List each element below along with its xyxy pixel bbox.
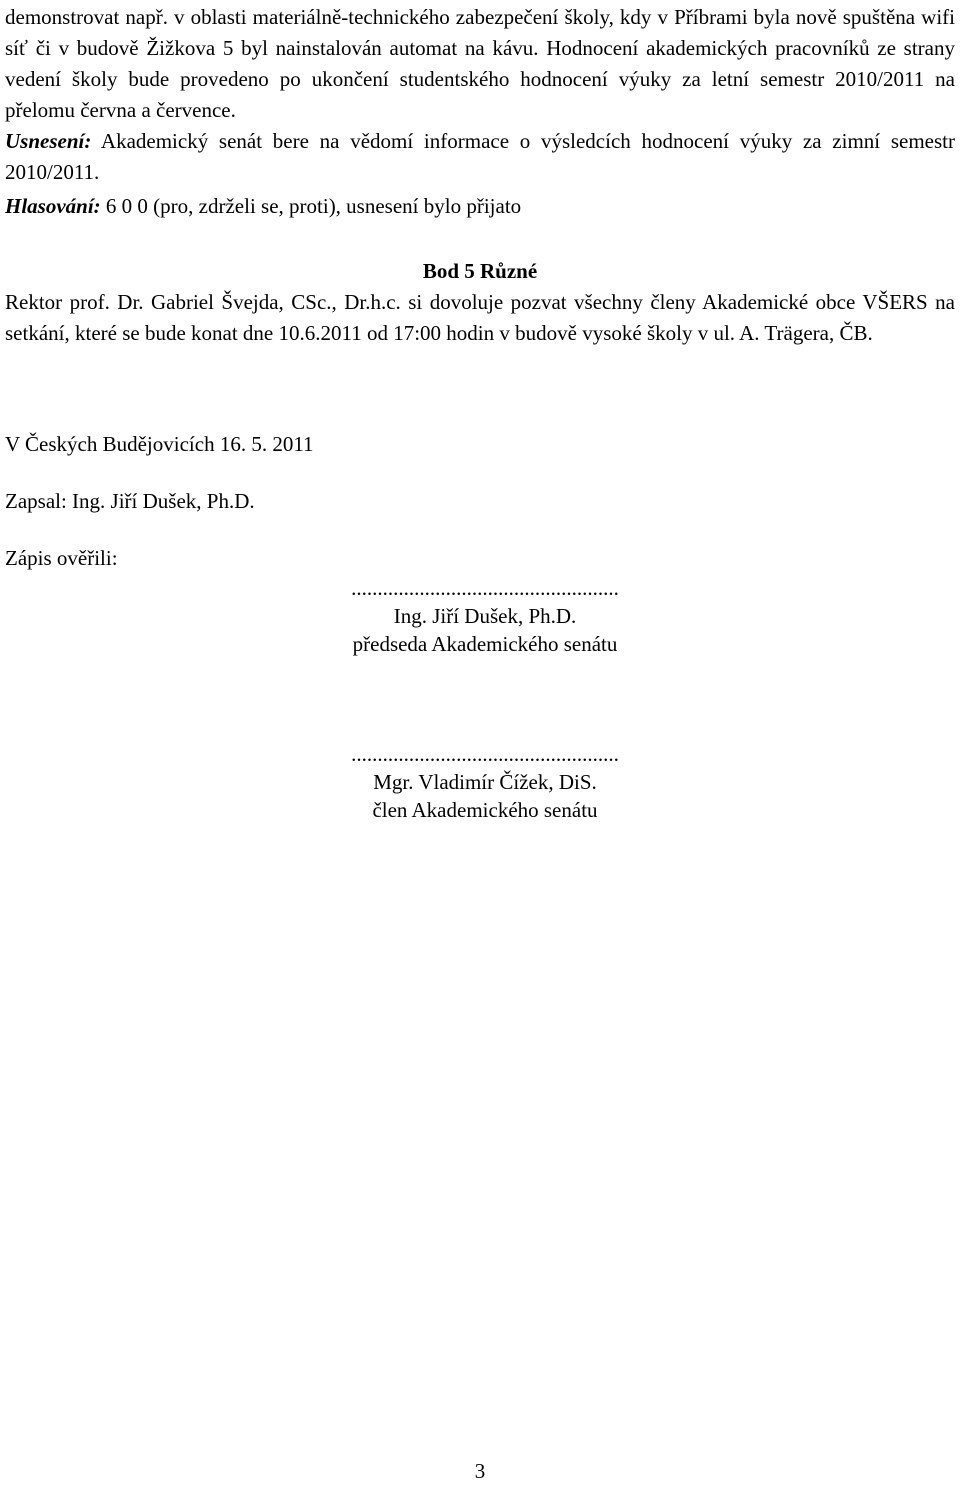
signature-name: Ing. Jiří Dušek, Ph.D.: [393, 604, 577, 628]
resolution-text: Akademický senát bere na vědomí informace o výsledcích hodnocení výuky za zimní semestr 2010/2011.: [5, 129, 955, 184]
vote-text: 6 0 0 (pro, zdrželi se, proti), usnesení bylo přijato: [100, 194, 522, 218]
section-heading-bod5: Bod 5 Různé: [422, 259, 538, 283]
vote-paragraph: [5, 191, 955, 222]
vote-label: Hlasování:: [5, 194, 101, 218]
verified-by-label: Zápis ověřili:: [5, 546, 118, 570]
resolution-label: Usnesení:: [5, 129, 92, 153]
signature-block: [305, 574, 665, 658]
recorded-by-line: Zapsal: Ing. Jiří Dušek, Ph.D.: [5, 489, 255, 513]
resolution-paragraph: [5, 126, 955, 188]
signature-role: předseda Akademického senátu: [352, 632, 618, 656]
page-number: 3: [474, 1459, 486, 1483]
signature-block: [305, 740, 665, 824]
signature-dots: ...................................................: [351, 742, 619, 766]
place-date-line: V Českých Budějovicích 16. 5. 2011: [5, 432, 314, 456]
rector-invitation-paragraph: Rektor prof. Dr. Gabriel Švejda, CSc., Dr.h.c. si dovoluje pozvat všechny členy Akademické obce VŠERS na setkání, které se bude konat dne 10.6.2011 od 17:00 hodin v budově vysoké školy v ul. A. Trägera, ČB.: [5, 290, 955, 345]
signature-role: člen Akademického senátu: [372, 798, 598, 822]
signature-name: Mgr. Vladimír Čížek, DiS.: [373, 770, 597, 794]
paragraph-evaluation: demonstrovat např. v oblasti materiálně-technického zabezpečení školy, kdy v Příbrami byla nově spuštěna wifi síť či v budově Žižkova 5 byl nainstalován automat na kávu. Hodnocení akademických pracovníků ze strany vedení školy bude provedeno po ukončení studentského hodnocení výuky za letní semestr 2010/2011 na přelomu června a července.: [5, 5, 955, 122]
signature-dots: ...................................................: [351, 576, 619, 600]
